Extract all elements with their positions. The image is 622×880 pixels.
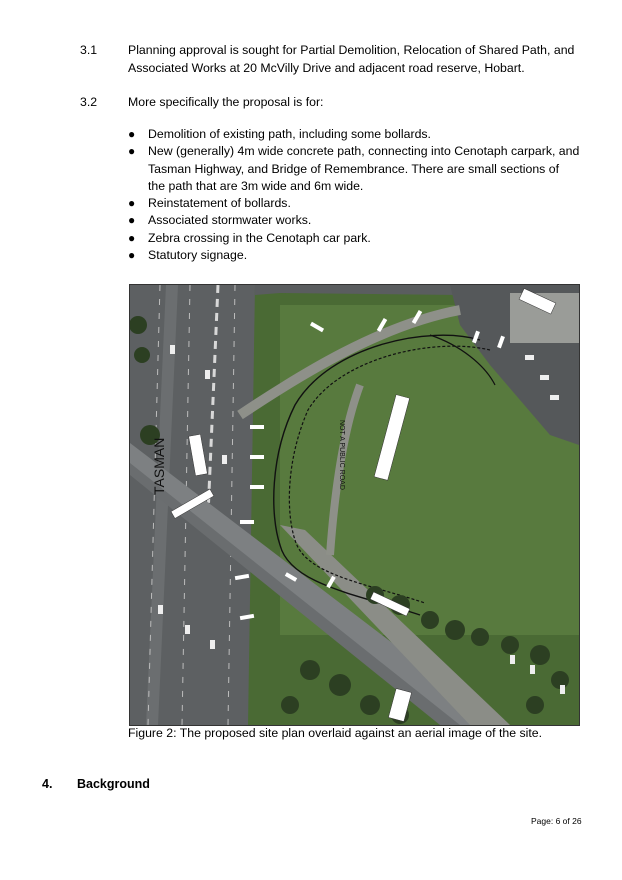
bullet-dot: ● [128,144,136,159]
section-3-1-line-2: Associated Works at 20 McVilly Drive and adjacent road reserve, Hobart. [128,60,525,75]
map-label-highway: TASMAN [151,437,167,495]
bullet-dot: ● [128,230,136,245]
bullet-item: ● Statutory signage. [128,247,588,264]
section-4-number: 4. [42,777,53,791]
bullet-dot: ● [128,248,136,263]
map-label-road: NOT A PUBLIC ROAD [338,420,345,490]
figure-caption: Figure 2: The proposed site plan overlaid against an aerial image of the site. [128,726,543,740]
bullet-item: ● New (generally) 4m wide concrete path, connecting into Cenotaph carpark, and Tasman Highway, and Bridge of Remembrance. There are small sections of the path that are 3m wide and 6m wide. [128,144,580,193]
bullet-item: ● Zebra crossing in the Cenotaph car park. [128,230,588,247]
proposal-bullet-list [128,126,588,264]
section-4-title: Background [77,777,150,791]
page-number: Page: 6 of 26 [531,816,582,826]
bullet-dot: ● [128,196,136,211]
section-3-2-text: More specifically the proposal is for: [128,95,324,109]
section-3-1-text [128,42,598,77]
section-3-1-line-1: Planning approval is sought for Partial Demolition, Relocation of Shared Path, and [128,43,575,57]
site-plan-svg [130,285,579,725]
site-plan-aerial-image [129,284,580,726]
bullet-item: ● Associated stormwater works. [128,212,588,229]
section-3-1-number: 3.1 [80,43,98,57]
bullet-dot: ● [128,213,136,228]
bullet-dot: ● [128,127,136,141]
bullet-item: ● Reinstatement of bollards. [128,195,588,212]
bullet-item: ● Demolition of existing path, including some bollards. [128,126,588,143]
section-3-2-number: 3.2 [80,95,98,109]
